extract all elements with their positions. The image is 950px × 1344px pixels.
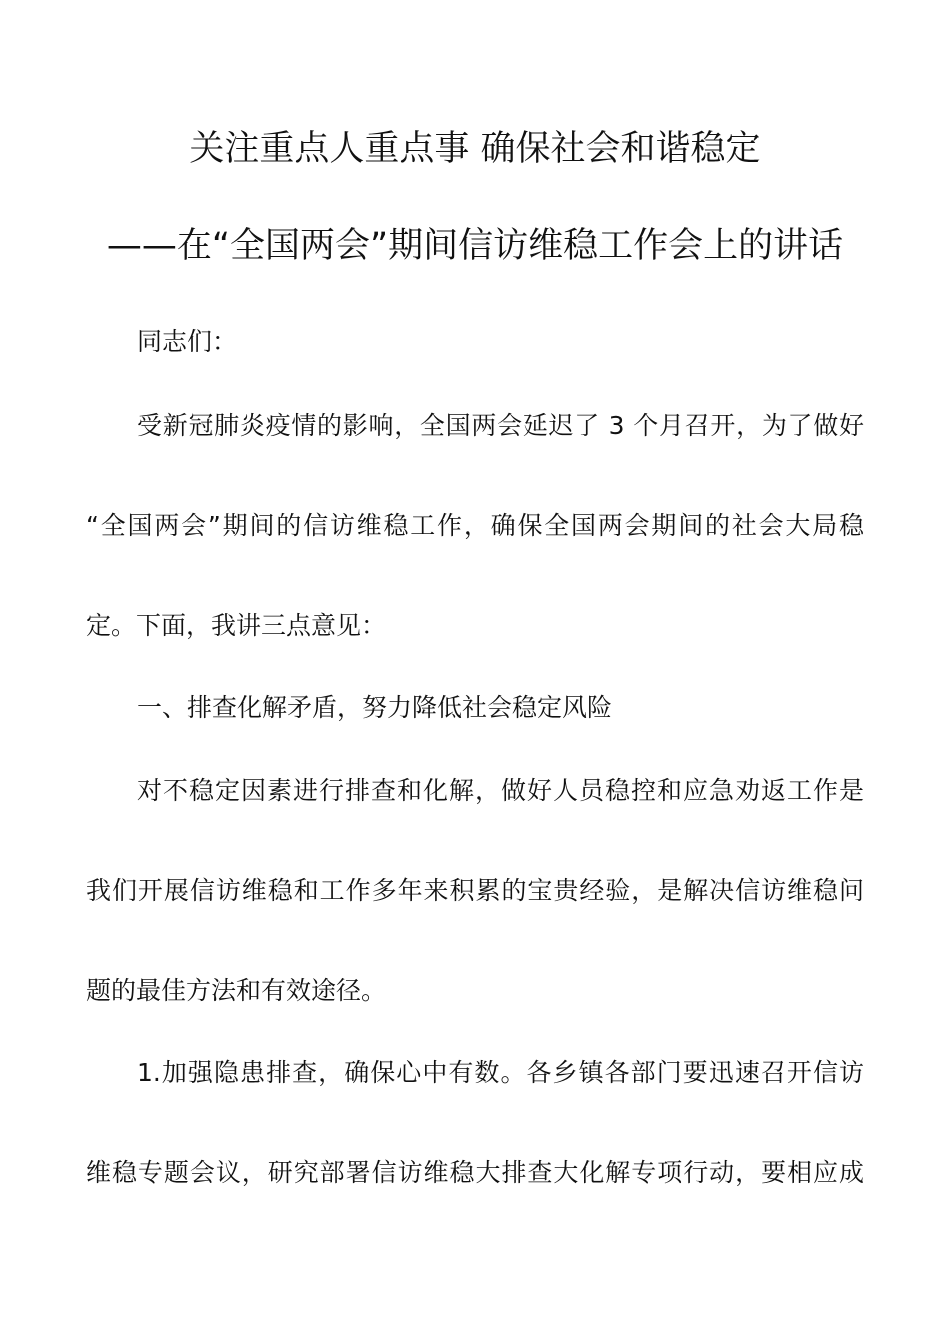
section-heading: 一、排查化解矛盾，努力降低社会稳定风险: [137, 693, 613, 722]
paragraph-line: 我们开展信访维稳和工作多年来积累的宝贵经验，是解决信访维稳问: [86, 876, 864, 905]
paragraph-line: 定。下面，我讲三点意见：: [86, 611, 387, 640]
paragraph-line: 维稳专题会议，研究部署信访维稳大排查大化解专项行动，要相应成: [86, 1158, 864, 1187]
paragraph-line: “全国两会”期间的信访维稳工作，确保全国两会期间的社会大局稳: [86, 511, 864, 540]
salutation: 同志们：: [137, 327, 238, 356]
paragraph-line: 题的最佳方法和有效途径。: [86, 976, 387, 1005]
paragraph-line: 受新冠肺炎疫情的影响，全国两会延迟了 3 个月召开，为了做好: [137, 411, 864, 440]
paragraph-line: 对不稳定因素进行排查和化解，做好人员稳控和应急劝返工作是: [137, 776, 864, 805]
document-subtitle: ——在“全国两会”期间信访维稳工作会上的讲话: [106, 226, 844, 266]
document-title: 关注重点人重点事 确保社会和谐稳定: [189, 129, 761, 169]
paragraph-line: 1.加强隐患排查，确保心中有数。各乡镇各部门要迅速召开信访: [137, 1058, 864, 1087]
